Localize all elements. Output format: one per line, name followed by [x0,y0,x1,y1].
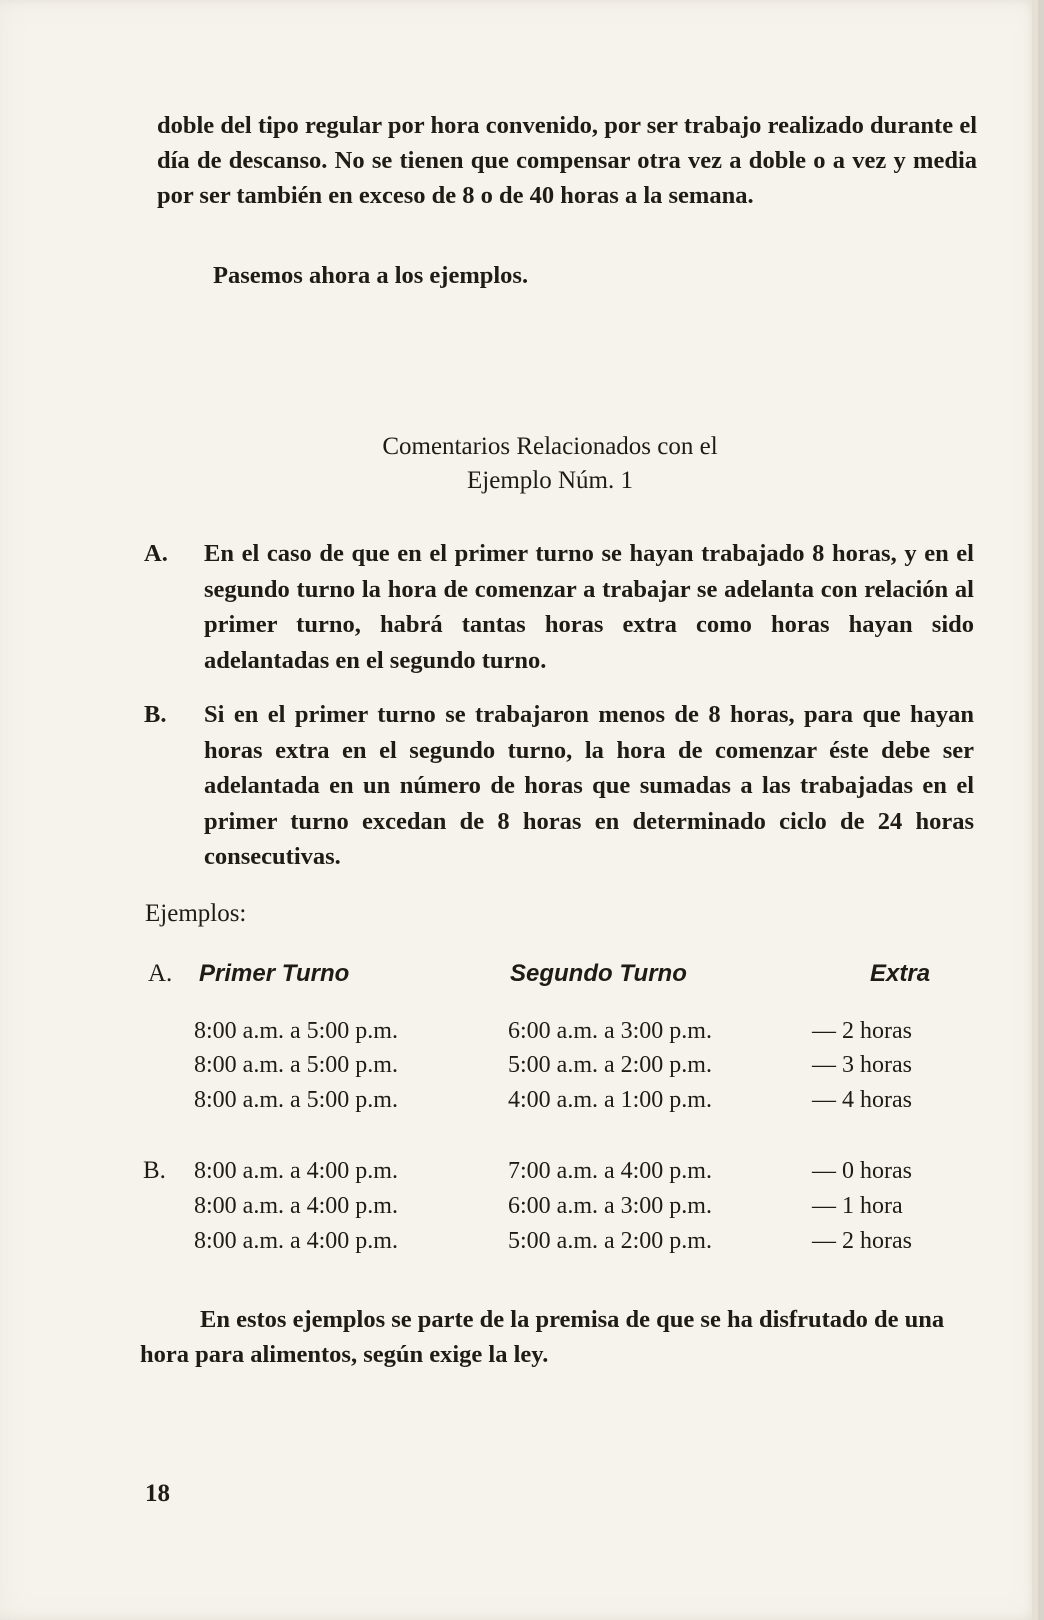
cell-segundo-turno: 6:00 a.m. a 3:00 p.m. [508,1193,712,1219]
cell-extra: — 2 horas [812,1228,912,1254]
cell-extra: — 2 horas [812,1018,912,1044]
group-letter-b: B. [143,1157,166,1184]
section-heading-line1: Comentarios Relacionados con el [382,433,718,460]
table-row [0,1087,1044,1121]
cell-primer-turno: 8:00 a.m. a 5:00 p.m. [194,1087,398,1113]
group-letter-a: A. [148,960,173,987]
cell-primer-turno: 8:00 a.m. a 5:00 p.m. [194,1018,398,1044]
table-row [0,1052,1044,1086]
page-edge [1032,0,1038,1620]
page-number: 18 [145,1480,170,1507]
cell-extra: — 3 horas [812,1052,912,1078]
cell-extra: — 4 horas [812,1087,912,1113]
section-heading-line2: Ejemplo Núm. 1 [467,467,633,494]
intro-follow-text: Pasemos ahora a los ejemplos. [213,262,529,289]
comment-item-text: Si en el primer turno se trabajaron menos de 8 horas, para que hayan horas extra en el segundo turno, la hora de comenzar éste debe ser adelantada en un número de horas que sumadas a las trabajadas en el primer turno excedan de 8 horas en determinado ciclo de 24 horas consecutivas. [204,701,974,870]
cell-segundo-turno: 7:00 a.m. a 4:00 p.m. [508,1158,712,1184]
comment-item-a [144,536,974,678]
comment-item-text: En el caso de que en el primer turno se hayan trabajado 8 horas, y en el segundo turno la hora de comenzar a trabajar se adelanta con relación al primer turno, habrá tantas horas extra como horas hayan sido adelantadas en el segundo turno. [204,540,974,674]
header-segundo-turno: Segundo Turno [510,960,687,987]
examples-label: Ejemplos: [145,900,247,927]
comment-item-letter: B. [144,701,167,728]
cell-primer-turno: 8:00 a.m. a 4:00 p.m. [194,1158,398,1184]
section-heading [300,430,800,498]
comment-item-b [144,697,974,875]
table-row [0,1193,1044,1227]
cell-segundo-turno: 5:00 a.m. a 2:00 p.m. [508,1052,712,1078]
cell-segundo-turno: 6:00 a.m. a 3:00 p.m. [508,1018,712,1044]
comment-item-letter: A. [144,540,168,567]
cell-segundo-turno: 5:00 a.m. a 2:00 p.m. [508,1228,712,1254]
cell-segundo-turno: 4:00 a.m. a 1:00 p.m. [508,1087,712,1113]
cell-extra: — 0 horas [812,1158,912,1184]
cell-primer-turno: 8:00 a.m. a 4:00 p.m. [194,1228,398,1254]
table-row [0,1018,1044,1052]
cell-primer-turno: 8:00 a.m. a 4:00 p.m. [194,1193,398,1219]
closing-text: En estos ejemplos se parte de la premisa de que se ha disfrutado de una hora para alimentos, según exige la ley. [140,1306,945,1368]
closing-paragraph [140,1302,970,1372]
cell-primer-turno: 8:00 a.m. a 5:00 p.m. [194,1052,398,1078]
header-extra: Extra [870,960,931,987]
intro-paragraph: doble del tipo regular por hora convenido, por ser trabajo realizado durante el día de descanso. No se tienen que compensar otra vez a doble o a vez y media por ser también en exceso de 8 o de 40 horas a la semana. [157,112,977,209]
table-row [0,1158,1044,1192]
cell-extra: — 1 hora [812,1193,903,1219]
table-row [0,1228,1044,1262]
header-primer-turno: Primer Turno [199,960,350,987]
